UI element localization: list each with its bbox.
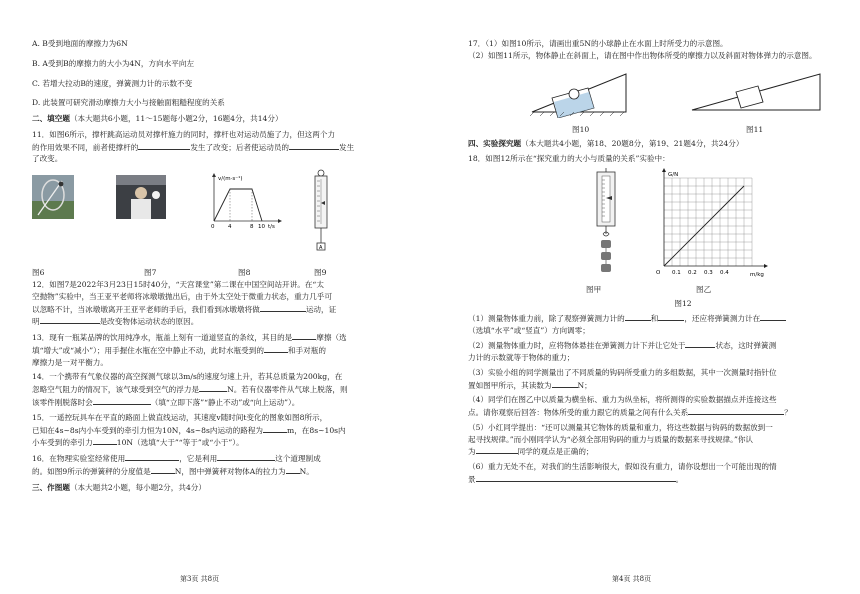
section-3-heading: 三、作图题（本大题共2小题，每小题2分，共4分） — [32, 482, 206, 492]
section-4-heading: 四、实验探究题（本大题共4小题，第18、20题8分，第19、21题4分，共24分） — [468, 138, 744, 148]
question-16: 16．在物理实验室经常使用 ，它是利用 这个道理制成 的。如图9所示的弹簧秤的分度值是 N，图中弹簧秤对物体A的拉力为 N。 — [32, 454, 321, 476]
blank — [40, 315, 100, 324]
option-b: B. A受到B的摩擦力的大小为4N，方向水平向左 — [32, 58, 195, 68]
question-17: 17．（1）如图10所示，请画出重5N的小球静止在水面上时所受力的示意图。 （2）如图11所示，物体静止在斜面上，请在图中作出物体所受的摩擦力以及斜面对物体弹力的示意图。 — [468, 39, 817, 60]
fig12-ylabel: G/N — [668, 172, 679, 179]
blank — [93, 436, 117, 445]
question-12: 12．如图7是2022年3月23日15时40分，“天宫课堂”第二课在中国空间站开讲。在“太 空抛物”实验中，当王亚平老师将冰墩墩抛出后，由于外太空处于微重力状态，重力几乎可 以忽略不计，当冰墩墩离开王亚平老师的手后，我们看到冰墩墩将做 运动，证 明 是改变物体运动状态的原因。 — [32, 280, 337, 327]
blank — [292, 331, 316, 340]
fig8-tick: 10 — [258, 224, 265, 230]
section-2-heading: 二、填空题（本大题共6小题，11～15题每小题2分，16题4分，共14分） — [32, 114, 283, 124]
blank — [552, 379, 578, 388]
fig12-xtick: 0.3 — [704, 270, 713, 277]
blank — [625, 312, 651, 321]
blank — [260, 303, 306, 312]
blank — [476, 445, 518, 454]
blank — [217, 452, 275, 461]
figure-captions-row — [32, 267, 408, 279]
caption-fig8: 图8 — [238, 268, 251, 278]
blank — [289, 141, 339, 150]
question-18-part2: （2）测量物体重力时，应将物体悬挂在弹簧测力计下并让它处于 状态，这时弹簧测 力计的示数就等于物体的重力； — [468, 341, 777, 363]
question-18-part6: （6）重力无处不在，对我们的生活影响很大，假如没有重力，请你设想出一个可能出现的情 景 。 — [468, 462, 777, 485]
blank — [286, 465, 300, 474]
caption-fig7: 图7 — [144, 268, 157, 278]
blank — [476, 473, 676, 482]
option-d: D. 此装置可研究滑动摩擦力大小与接触面粗糙程度的关系 — [32, 98, 225, 108]
question-18-part3: （3）实验小组的同学测量出了不同质量的钩码所受重力的多组数据，其中一次测量时指针位 置如图甲所示，其读数为 N； — [468, 367, 777, 390]
caption-fig10: 图10 — [572, 124, 590, 134]
fig8-xlabel: t/s — [268, 224, 275, 230]
question-13: 13．现有一瓶某品牌的饮用纯净水，瓶盖上刻有一道道竖直的条纹，其目的是 摩擦（选 填“增大”或“减小”）；用手握住水瓶在空中静止不动，此时水瓶受到的 和手对瓶的 摩擦力是一对平衡力。 — [32, 333, 347, 367]
blank — [199, 383, 227, 392]
question-15: 15．一遥控玩具车在平直的路面上做直线运动，其速度v随时间t变化的图象如图8所示， 已知在4s~8s内小车受到的牵引力恒为10N，4s~8s内运动的路程为 m，在8s~10s内 小车受到的牵引力 10N（选填“大于”“等于”或“小于”）。 — [32, 412, 346, 448]
fig12-origin: O — [656, 270, 661, 277]
figures-10-11 — [468, 64, 838, 134]
question-18-part4: （4）同学们在图乙中以质量为横坐标、重力为纵坐标，将所测得的实验数据描点并连接这些 点。请你观察后回答：物体所受的重力跟它的质量之间有什么关系 ？ — [468, 395, 792, 418]
page-footer-left: 第3页 共8页 — [180, 575, 220, 583]
fig8-tick: 4 — [228, 224, 232, 230]
svg-text:A: A — [319, 245, 323, 252]
fig12-xtick: 0.4 — [720, 270, 729, 277]
fig12-xtick: 0.1 — [672, 270, 681, 277]
question-18-intro: 18．如图12所示在“探究重力的大小与质量的关系”实验中： — [468, 154, 670, 164]
fig12-xlabel: m/kg — [750, 272, 764, 279]
option-c: C. 若增大拉动B的速度，弹簧测力计的示数不变 — [32, 78, 193, 88]
question-14: 14．一个携带有气象仪器的高空探测气球以3m/s的速度匀速上升，若其总质量为200kg，在 忽略空气阻力的情况下，该气球受到空气的浮力是 N。若有仪器零件从气球上脱落，则 该零件刚脱落时会 （填“立即下落”“静止不动”或“向上运动”）。 — [32, 372, 348, 408]
blank — [138, 141, 190, 150]
option-a: A. B受到地面的摩擦力为6N — [32, 39, 128, 48]
figure-8-graph — [204, 171, 284, 229]
figure-10-incline-water — [524, 68, 634, 118]
fig12-xtick: 0.2 — [688, 270, 697, 277]
figure-12a-spring-scale — [586, 168, 626, 280]
question-18-part1: （1）测量物体重力前，除了观察弹簧测力计的 和 ，还应将弹簧测力计在 （选填“水平”或“竖直”）方向调零； — [468, 312, 838, 337]
blank — [93, 396, 151, 405]
figure-12 — [468, 168, 838, 300]
blank — [688, 406, 784, 415]
right-page — [430, 0, 860, 594]
caption-fig12b: 图乙 — [696, 285, 712, 295]
caption-fig11: 图11 — [746, 124, 764, 134]
blank — [151, 465, 175, 474]
caption-fig12: 图12 — [674, 299, 692, 309]
blank — [264, 344, 288, 353]
figure-9-spring-scale — [306, 169, 336, 261]
figures-6-9 — [32, 169, 408, 265]
question-18-part5: （5）小红同学提出：“还可以测量其它物体的质量和重力，将这些数据与钩码的数据放到一 起寻找规律。”而小刚同学认为“必须全部用钩码的重力与质量的数据来寻找规律。”你认 为 同学的观点是正确的； — [468, 422, 773, 457]
page-footer-right: 第4页 共8页 — [612, 575, 652, 583]
blank — [263, 424, 287, 433]
blank — [685, 339, 715, 348]
figure-12b-gm-graph — [650, 168, 770, 280]
caption-fig6: 图6 — [32, 268, 45, 278]
figure-6-photo — [32, 175, 74, 219]
caption-fig9: 图9 — [314, 268, 327, 278]
blank — [760, 312, 786, 321]
caption-fig12a: 图甲 — [586, 285, 602, 295]
blank — [125, 452, 179, 461]
question-11: 11．如图6所示，撑杆跳高运动员对撑杆施力的同时，撑杆也对运动员施了力，但这两个力 的作用效果不同，前者使撑杆的 发生了改变；后者使运动员的 发生 了改变。 — [32, 129, 355, 164]
fig8-ylabel: v/(m·s⁻¹) — [218, 176, 243, 183]
fig8-tick: 0 — [211, 224, 215, 230]
blank — [658, 312, 684, 321]
figure-7-photo — [116, 175, 166, 219]
fig8-tick: 8 — [250, 224, 254, 230]
figure-11-incline-block — [686, 70, 826, 118]
